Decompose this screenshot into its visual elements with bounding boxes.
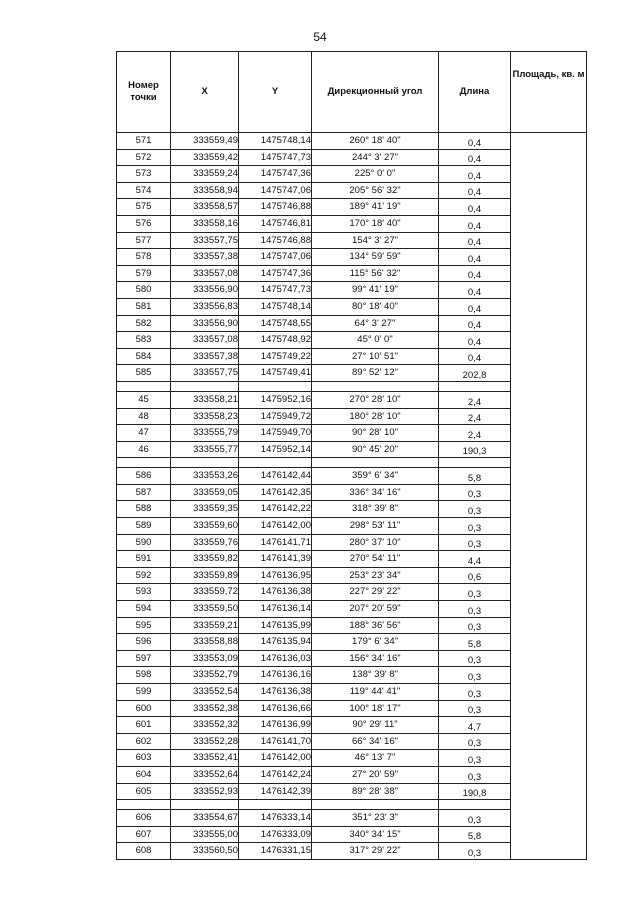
point-number-cell: 588: [117, 501, 171, 518]
x-coordinate-cell: 333558,94: [171, 182, 239, 199]
length-value: 0,4: [467, 154, 482, 166]
point-number-cell: 582: [117, 315, 171, 332]
table-body: [117, 133, 587, 860]
length-cell: [439, 650, 511, 667]
y-coordinate-cell: 1476333,14: [239, 810, 312, 827]
y-coordinate-cell: 1475746,88: [239, 199, 312, 216]
point-number-cell: 46: [117, 441, 171, 458]
length-value: 0,4: [467, 270, 482, 282]
direction-angle-cell: 351° 23' 3": [312, 810, 439, 827]
length-value: 0,3: [467, 771, 482, 783]
y-coordinate-cell: 1475949,72: [239, 408, 312, 425]
length-cell: [439, 810, 511, 827]
length-cell: [439, 717, 511, 734]
length-cell: [439, 441, 511, 458]
length-value: 0,4: [467, 320, 482, 332]
length-value: 0,3: [467, 672, 482, 683]
y-coordinate-cell: 1475747,73: [239, 149, 312, 166]
length-value: 5,8: [467, 638, 482, 650]
y-coordinate-cell: 1476142,44: [239, 468, 312, 485]
x-coordinate-cell: 333555,79: [171, 425, 239, 442]
direction-angle-cell: 244° 3' 27": [312, 149, 439, 166]
length-cell: [439, 133, 511, 150]
length-cell: [439, 567, 511, 584]
length-value: 190,8: [462, 788, 487, 800]
length-cell: [439, 518, 511, 535]
length-value: 0,4: [467, 137, 482, 149]
point-number-cell: 603: [117, 750, 171, 767]
y-coordinate-cell: 1476136,66: [239, 700, 312, 717]
length-value: 0,3: [467, 705, 482, 717]
length-cell: [439, 484, 511, 501]
length-cell: [439, 408, 511, 425]
point-number-cell: 585: [117, 365, 171, 382]
length-value: 0,3: [467, 605, 482, 617]
x-coordinate-cell: 333552,93: [171, 783, 239, 800]
y-coordinate-cell: 1475748,92: [239, 332, 312, 349]
x-coordinate-cell: 333559,60: [171, 518, 239, 535]
y-coordinate-cell: 1476136,14: [239, 601, 312, 618]
y-coordinate-cell: 1476141,71: [239, 534, 312, 551]
length-value: 0,4: [467, 203, 482, 215]
direction-angle-cell: 100° 18' 17": [312, 700, 439, 717]
length-value: 0,3: [467, 489, 482, 501]
x-coordinate-cell: 333555,77: [171, 441, 239, 458]
x-coordinate-cell: 333556,83: [171, 298, 239, 315]
x-coordinate-cell: 333557,08: [171, 265, 239, 282]
point-number-cell: 587: [117, 484, 171, 501]
point-number-cell: 577: [117, 232, 171, 249]
length-value: 202,8: [462, 369, 487, 381]
length-cell: [439, 332, 511, 349]
point-number-cell: 584: [117, 348, 171, 365]
length-cell: [439, 282, 511, 299]
x-coordinate-cell: 333557,75: [171, 365, 239, 382]
x-coordinate-cell: 333559,49: [171, 133, 239, 150]
y-coordinate-cell: 1476331,15: [239, 843, 312, 860]
length-cell: [439, 199, 511, 216]
x-coordinate-cell: 333553,09: [171, 650, 239, 667]
point-number-cell: 592: [117, 567, 171, 584]
length-value: 0,4: [467, 187, 482, 199]
length-cell: [439, 149, 511, 166]
separator-cell: [239, 458, 312, 468]
direction-angle-cell: 45° 0' 0": [312, 332, 439, 349]
y-coordinate-cell: 1476142,00: [239, 750, 312, 767]
page-number: 54: [313, 30, 327, 44]
point-number-cell: 575: [117, 199, 171, 216]
direction-angle-cell: 188° 36' 56": [312, 617, 439, 634]
point-number-cell: 604: [117, 766, 171, 783]
x-coordinate-cell: 333557,75: [171, 232, 239, 249]
x-coordinate-cell: 333556,90: [171, 315, 239, 332]
length-value: 0,3: [467, 589, 482, 601]
length-cell: [439, 601, 511, 618]
direction-angle-cell: 359° 6' 34": [312, 468, 439, 485]
point-number-cell: 581: [117, 298, 171, 315]
x-coordinate-cell: 333559,21: [171, 617, 239, 634]
header-row: [117, 52, 587, 133]
direction-angle-cell: 156° 34' 16": [312, 650, 439, 667]
y-coordinate-cell: 1475747,06: [239, 182, 312, 199]
direction-angle-cell: 179° 6' 34": [312, 634, 439, 651]
length-value: 0,3: [467, 754, 482, 766]
length-value: 0,3: [467, 622, 482, 634]
direction-angle-cell: 205° 56' 32": [312, 182, 439, 199]
x-coordinate-cell: 333559,24: [171, 166, 239, 183]
direction-angle-cell: 27° 10' 51": [312, 348, 439, 365]
header-direction-angle: Дирекционный угол: [312, 52, 439, 133]
length-cell: [439, 634, 511, 651]
y-coordinate-cell: 1476141,70: [239, 733, 312, 750]
length-cell: [439, 843, 511, 860]
direction-angle-cell: 134° 59' 59": [312, 249, 439, 266]
length-cell: [439, 534, 511, 551]
length-cell: [439, 700, 511, 717]
length-cell: [439, 617, 511, 634]
length-cell: [439, 783, 511, 800]
direction-angle-cell: 80° 18' 40": [312, 298, 439, 315]
point-number-cell: 578: [117, 249, 171, 266]
direction-angle-cell: 336° 34' 16": [312, 484, 439, 501]
table-row: [117, 133, 587, 150]
length-cell: [439, 348, 511, 365]
point-number-cell: 607: [117, 826, 171, 843]
direction-angle-cell: 253° 23' 34": [312, 567, 439, 584]
length-cell: [439, 215, 511, 232]
direction-angle-cell: 27° 20' 59": [312, 766, 439, 783]
y-coordinate-cell: 1476136,95: [239, 567, 312, 584]
point-number-cell: 48: [117, 408, 171, 425]
y-coordinate-cell: 1475749,22: [239, 348, 312, 365]
length-cell: [439, 468, 511, 485]
direction-angle-cell: 90° 45' 20": [312, 441, 439, 458]
point-number-cell: 600: [117, 700, 171, 717]
point-number-cell: 608: [117, 843, 171, 860]
direction-angle-cell: 90° 28' 10": [312, 425, 439, 442]
direction-angle-cell: 170° 18' 40": [312, 215, 439, 232]
separator-cell: [171, 800, 239, 810]
length-value: 0,4: [467, 353, 482, 365]
y-coordinate-cell: 1475747,36: [239, 166, 312, 183]
direction-angle-cell: 119° 44' 41": [312, 684, 439, 701]
x-coordinate-cell: 333552,64: [171, 766, 239, 783]
separator-cell: [312, 800, 439, 810]
point-number-cell: 586: [117, 468, 171, 485]
x-coordinate-cell: 333559,42: [171, 149, 239, 166]
length-value: 4,4: [467, 555, 482, 567]
length-cell: [439, 391, 511, 408]
length-value: 0,4: [467, 220, 482, 232]
point-number-cell: 576: [117, 215, 171, 232]
length-cell: [439, 733, 511, 750]
x-coordinate-cell: 333557,08: [171, 332, 239, 349]
y-coordinate-cell: 1475748,14: [239, 133, 312, 150]
separator-cell: [171, 381, 239, 391]
length-cell: [439, 684, 511, 701]
length-value: 2,4: [467, 413, 482, 425]
x-coordinate-cell: 333559,05: [171, 484, 239, 501]
length-value: 0,4: [467, 336, 482, 348]
y-coordinate-cell: 1475748,14: [239, 298, 312, 315]
length-cell: [439, 766, 511, 783]
y-coordinate-cell: 1475952,16: [239, 391, 312, 408]
x-coordinate-cell: 333557,38: [171, 249, 239, 266]
x-coordinate-cell: 333555,00: [171, 826, 239, 843]
length-cell: [439, 425, 511, 442]
direction-angle-cell: 138° 39' 8": [312, 667, 439, 684]
point-number-cell: 601: [117, 717, 171, 734]
length-value: 0,3: [467, 522, 482, 534]
separator-cell: [439, 381, 511, 391]
x-coordinate-cell: 333557,38: [171, 348, 239, 365]
length-cell: [439, 232, 511, 249]
point-number-cell: 606: [117, 810, 171, 827]
direction-angle-cell: 317° 29' 22": [312, 843, 439, 860]
x-coordinate-cell: 333556,90: [171, 282, 239, 299]
x-coordinate-cell: 333552,54: [171, 684, 239, 701]
length-value: 0,4: [467, 253, 482, 265]
x-coordinate-cell: 333552,79: [171, 667, 239, 684]
point-number-cell: 591: [117, 551, 171, 568]
length-cell: [439, 750, 511, 767]
y-coordinate-cell: 1476142,00: [239, 518, 312, 535]
separator-cell: [117, 458, 171, 468]
y-coordinate-cell: 1476136,38: [239, 684, 312, 701]
point-number-cell: 572: [117, 149, 171, 166]
length-cell: [439, 265, 511, 282]
y-coordinate-cell: 1475747,06: [239, 249, 312, 266]
y-coordinate-cell: 1475749,41: [239, 365, 312, 382]
y-coordinate-cell: 1475949,70: [239, 425, 312, 442]
point-number-cell: 590: [117, 534, 171, 551]
y-coordinate-cell: 1476142,35: [239, 484, 312, 501]
area-cell: [511, 133, 587, 860]
direction-angle-cell: 66° 34' 16": [312, 733, 439, 750]
length-value: 0,3: [467, 738, 482, 750]
y-coordinate-cell: 1476136,16: [239, 667, 312, 684]
direction-angle-cell: 318° 39' 8": [312, 501, 439, 518]
point-number-cell: 596: [117, 634, 171, 651]
length-value: 0,3: [467, 506, 482, 518]
length-value: 0,3: [467, 539, 482, 551]
point-number-cell: 579: [117, 265, 171, 282]
length-cell: [439, 667, 511, 684]
y-coordinate-cell: 1475747,36: [239, 265, 312, 282]
header-point-number: Номер точки: [117, 52, 171, 133]
y-coordinate-cell: 1476135,94: [239, 634, 312, 651]
length-value: 2,4: [467, 429, 482, 441]
y-coordinate-cell: 1476136,03: [239, 650, 312, 667]
x-coordinate-cell: 333559,82: [171, 551, 239, 568]
point-number-cell: 571: [117, 133, 171, 150]
length-value: 0,4: [467, 286, 482, 298]
separator-cell: [171, 458, 239, 468]
point-number-cell: 598: [117, 667, 171, 684]
length-value: 5,8: [467, 831, 482, 843]
x-coordinate-cell: 333558,21: [171, 391, 239, 408]
direction-angle-cell: 207° 20' 59": [312, 601, 439, 618]
x-coordinate-cell: 333552,32: [171, 717, 239, 734]
y-coordinate-cell: 1476333,09: [239, 826, 312, 843]
direction-angle-cell: 154° 3' 27": [312, 232, 439, 249]
x-coordinate-cell: 333552,38: [171, 700, 239, 717]
direction-angle-cell: 340° 34' 15": [312, 826, 439, 843]
separator-cell: [117, 381, 171, 391]
separator-cell: [312, 381, 439, 391]
y-coordinate-cell: 1476141,39: [239, 551, 312, 568]
y-coordinate-cell: 1476142,39: [239, 783, 312, 800]
x-coordinate-cell: 333558,16: [171, 215, 239, 232]
length-cell: [439, 166, 511, 183]
y-coordinate-cell: 1475746,81: [239, 215, 312, 232]
separator-cell: [312, 458, 439, 468]
point-number-cell: 593: [117, 584, 171, 601]
y-coordinate-cell: 1476135,99: [239, 617, 312, 634]
x-coordinate-cell: 333553,26: [171, 468, 239, 485]
x-coordinate-cell: 333558,88: [171, 634, 239, 651]
x-coordinate-cell: 333552,41: [171, 750, 239, 767]
y-coordinate-cell: 1476136,38: [239, 584, 312, 601]
header-y: Y: [239, 52, 312, 133]
x-coordinate-cell: 333554,67: [171, 810, 239, 827]
point-number-cell: 45: [117, 391, 171, 408]
direction-angle-cell: 99° 41' 19": [312, 282, 439, 299]
point-number-cell: 574: [117, 182, 171, 199]
y-coordinate-cell: 1475747,73: [239, 282, 312, 299]
x-coordinate-cell: 333558,23: [171, 408, 239, 425]
direction-angle-cell: 225° 0' 0": [312, 166, 439, 183]
separator-cell: [239, 381, 312, 391]
direction-angle-cell: 260° 18' 40": [312, 133, 439, 150]
length-cell: [439, 826, 511, 843]
direction-angle-cell: 180° 28' 10": [312, 408, 439, 425]
length-cell: [439, 315, 511, 332]
direction-angle-cell: 270° 54' 11": [312, 551, 439, 568]
x-coordinate-cell: 333552,28: [171, 733, 239, 750]
point-number-cell: 599: [117, 684, 171, 701]
y-coordinate-cell: 1475746,88: [239, 232, 312, 249]
direction-angle-cell: 64° 3' 27": [312, 315, 439, 332]
length-cell: [439, 249, 511, 266]
point-number-cell: 595: [117, 617, 171, 634]
x-coordinate-cell: 333559,50: [171, 601, 239, 618]
separator-cell: [239, 800, 312, 810]
length-value: 0,3: [467, 688, 482, 700]
direction-angle-cell: 115° 56' 32": [312, 265, 439, 282]
x-coordinate-cell: 333558,57: [171, 199, 239, 216]
length-cell: [439, 365, 511, 382]
length-value: 0,3: [467, 655, 482, 667]
length-cell: [439, 551, 511, 568]
direction-angle-cell: 89° 28' 38": [312, 783, 439, 800]
length-cell: [439, 298, 511, 315]
length-value: 190,3: [462, 446, 487, 458]
point-number-cell: 583: [117, 332, 171, 349]
header-area: Площадь, кв. м: [511, 52, 587, 133]
direction-angle-cell: 89° 52' 12": [312, 365, 439, 382]
length-value: 0,6: [467, 572, 482, 584]
length-value: 0,3: [467, 814, 482, 826]
point-number-cell: 580: [117, 282, 171, 299]
point-number-cell: 597: [117, 650, 171, 667]
header-length: Длина: [439, 52, 511, 133]
x-coordinate-cell: 333560,50: [171, 843, 239, 860]
length-cell: [439, 182, 511, 199]
direction-angle-cell: 90° 29' 11": [312, 717, 439, 734]
direction-angle-cell: 270° 28' 10": [312, 391, 439, 408]
coordinates-table: [116, 51, 587, 860]
direction-angle-cell: 280° 37' 10": [312, 534, 439, 551]
y-coordinate-cell: 1475952,14: [239, 441, 312, 458]
x-coordinate-cell: 333559,89: [171, 567, 239, 584]
y-coordinate-cell: 1476142,24: [239, 766, 312, 783]
point-number-cell: 605: [117, 783, 171, 800]
x-coordinate-cell: 333559,35: [171, 501, 239, 518]
point-number-cell: 47: [117, 425, 171, 442]
separator-cell: [117, 800, 171, 810]
direction-angle-cell: 46° 13' 7": [312, 750, 439, 767]
direction-angle-cell: 227° 29' 22": [312, 584, 439, 601]
y-coordinate-cell: 1476142,22: [239, 501, 312, 518]
length-value: 0,4: [467, 237, 482, 249]
length-value: 0,4: [467, 170, 482, 182]
length-value: 5,8: [467, 472, 482, 484]
length-value: 0,4: [467, 303, 482, 315]
length-cell: [439, 584, 511, 601]
length-value: 2,4: [467, 396, 482, 408]
length-value: 0,3: [467, 847, 482, 859]
point-number-cell: 573: [117, 166, 171, 183]
separator-cell: [439, 800, 511, 810]
direction-angle-cell: 189° 41' 19": [312, 199, 439, 216]
point-number-cell: 589: [117, 518, 171, 535]
length-cell: [439, 501, 511, 518]
direction-angle-cell: 298° 53' 11": [312, 518, 439, 535]
x-coordinate-cell: 333559,72: [171, 584, 239, 601]
point-number-cell: 602: [117, 733, 171, 750]
y-coordinate-cell: 1476136,99: [239, 717, 312, 734]
x-coordinate-cell: 333559,76: [171, 534, 239, 551]
separator-cell: [439, 458, 511, 468]
header-x: X: [171, 52, 239, 133]
point-number-cell: 594: [117, 601, 171, 618]
length-value: 4,7: [467, 721, 482, 733]
y-coordinate-cell: 1475748,55: [239, 315, 312, 332]
